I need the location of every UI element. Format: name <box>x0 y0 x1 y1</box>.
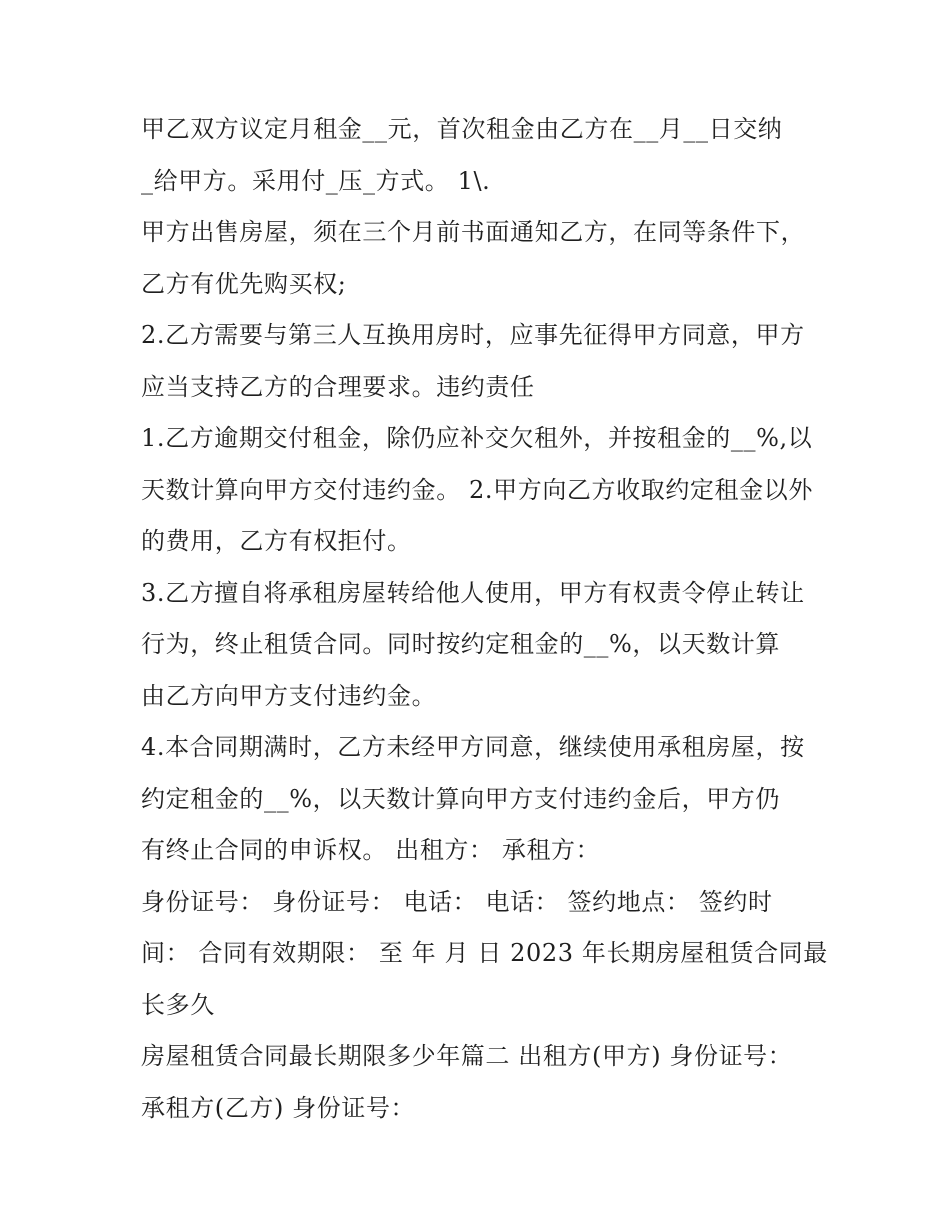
text-line: 1.乙方逾期交付租金，除仍应补交欠租外，并按租金的__%,以 <box>141 424 813 452</box>
text-line: 乙方有优先购买权; <box>141 269 347 298</box>
text-line: 间： 合同有效期限： 至 年 月 日 2023 年长期房屋租赁合同最 <box>141 939 828 967</box>
text-line: 约定租金的__%，以天数计算向甲方支付违约金后，甲方仍 <box>141 784 781 813</box>
document-body <box>141 104 828 1134</box>
text-line: 有终止合同的申诉权。 出租方： 承租方： <box>141 836 601 864</box>
text-line: 的费用，乙方有权拒付。 <box>141 527 412 555</box>
text-line: 应当支持乙方的合理要求。违约责任 <box>141 372 535 401</box>
text-line: 行为，终止租赁合同。同时按约定租金的__%，以天数计算 <box>141 630 781 658</box>
text-line: 由乙方向甲方支付违约金。 <box>141 681 437 710</box>
text-line: 身份证号： 身份证号： 电话： 电话： 签约地点： 签约时 <box>141 887 773 916</box>
text-line: _给甲方。采用付_压_方式。 1\. <box>141 166 491 195</box>
text-line: 房屋租赁合同最长期限多少年篇二 出租方(甲方) 身份证号： <box>141 1042 793 1070</box>
text-line: 承租方(乙方) 身份证号： <box>141 1093 416 1122</box>
text-line: 3.乙方擅自将承租房屋转给他人使用，甲方有权责令停止转让 <box>141 578 805 607</box>
text-line: 甲方出售房屋，须在三个月前书面通知乙方，在同等条件下， <box>141 218 806 246</box>
text-line: 天数计算向甲方交付违约金。 2.甲方向乙方收取约定租金以外 <box>141 475 813 504</box>
text-line: 长多久 <box>141 990 215 1019</box>
text-line: 4.本合同期满时，乙方未经甲方同意，继续使用承租房屋，按 <box>141 733 805 761</box>
text-line: 2.乙方需要与第三人互换用房时，应事先征得甲方同意，甲方 <box>141 321 805 349</box>
text-line: 甲乙双方议定月租金__元，首次租金由乙方在__月__日交纳 <box>141 115 783 143</box>
